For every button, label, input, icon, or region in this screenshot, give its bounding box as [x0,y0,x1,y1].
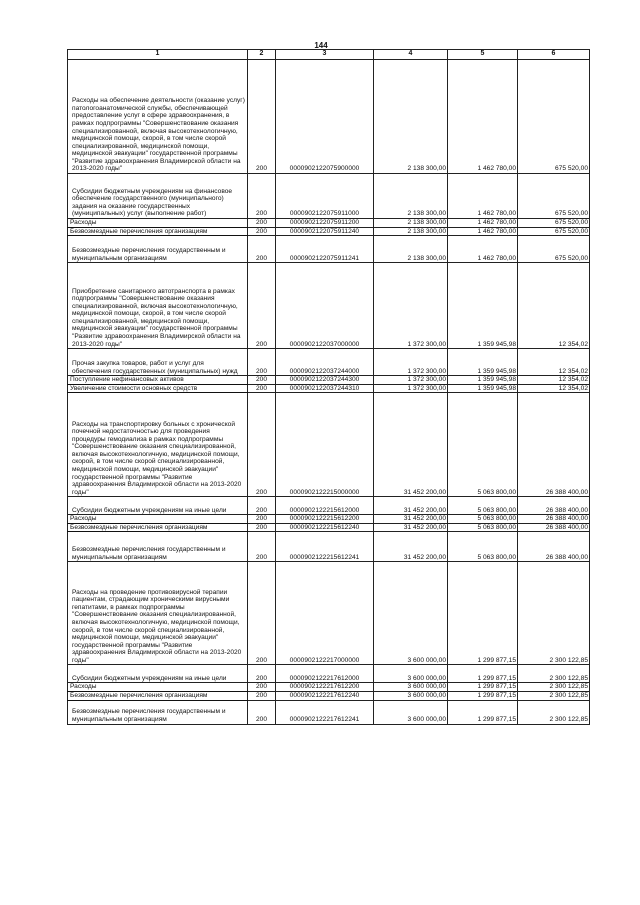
row-vid: 200 [248,227,276,236]
row-name: Безвозмездные перечисления организациям [68,227,248,236]
row-col4: 31 452 200,00 [374,393,448,497]
row-col6: 675 520,00 [518,174,590,219]
row-code: 0000902122215000000 [276,393,374,497]
row-col6: 2 300 122,85 [518,700,590,724]
table-row [68,349,590,376]
row-col5: 5 063 800,00 [448,523,518,532]
row-vid: 200 [248,384,276,393]
row-vid: 200 [248,174,276,219]
row-col6: 26 388 400,00 [518,497,590,515]
row-code: 0000902122215612241 [276,532,374,562]
row-name: Безвозмездные перечисления государственным и муниципальным организациям [68,532,248,562]
row-col6: 12 354,02 [518,376,590,385]
row-col5: 5 063 800,00 [448,497,518,515]
row-col4: 3 600 000,00 [374,665,448,683]
row-col5: 1 359 945,98 [448,263,518,349]
row-vid: 200 [248,236,276,263]
row-col4: 1 372 300,00 [374,376,448,385]
row-name: Безвозмездные перечисления организациям [68,692,248,701]
row-col6: 26 388 400,00 [518,532,590,562]
row-code: 0000902122217612000 [276,665,374,683]
row-vid: 200 [248,562,276,665]
table-row [68,497,590,515]
row-vid: 200 [248,60,276,174]
row-code: 0000902122217612241 [276,700,374,724]
row-col4: 3 600 000,00 [374,683,448,692]
row-vid: 200 [248,692,276,701]
row-col6: 675 520,00 [518,219,590,228]
row-col5: 1 359 945,98 [448,349,518,376]
row-code: 0000902122037244000 [276,349,374,376]
row-col6: 675 520,00 [518,60,590,174]
row-col5: 5 063 800,00 [448,393,518,497]
row-code: 0000902122215612000 [276,497,374,515]
row-vid: 200 [248,523,276,532]
table-row [68,236,590,263]
row-name: Увеличение стоимости основных средств [68,384,248,393]
row-vid: 200 [248,349,276,376]
row-col6: 26 388 400,00 [518,393,590,497]
row-name: Прочая закупка товаров, работ и услуг для обеспечения государственных (муниципальных) нужд [68,349,248,376]
row-col4: 1 372 300,00 [374,349,448,376]
table-row [68,376,590,385]
table-row [68,523,590,532]
row-code: 0000902122037244300 [276,376,374,385]
row-name: Поступление нефинансовых активов [68,376,248,385]
row-col5: 1 299 877,15 [448,700,518,724]
table-row [68,665,590,683]
row-vid: 200 [248,219,276,228]
row-col5: 1 359 945,98 [448,376,518,385]
row-code: 0000902122075911240 [276,227,374,236]
row-col6: 675 520,00 [518,236,590,263]
row-name: Безвозмездные перечисления государственным и муниципальным организациям [68,700,248,724]
row-col5: 1 299 877,15 [448,692,518,701]
row-col4: 3 600 000,00 [374,700,448,724]
row-col6: 675 520,00 [518,227,590,236]
row-col5: 1 462 780,00 [448,219,518,228]
header-col-3: 3 [276,50,374,60]
row-code: 0000902122217000000 [276,562,374,665]
row-col5: 1 299 877,15 [448,562,518,665]
row-code: 0000902122037244310 [276,384,374,393]
row-vid: 200 [248,263,276,349]
row-name: Безвозмездные перечисления организациям [68,523,248,532]
row-col6: 2 300 122,85 [518,562,590,665]
row-vid: 200 [248,665,276,683]
table-row [68,393,590,497]
row-vid: 200 [248,515,276,524]
row-col4: 3 600 000,00 [374,562,448,665]
row-col5: 1 299 877,15 [448,665,518,683]
row-col4: 31 452 200,00 [374,523,448,532]
table-row [68,227,590,236]
table-row [68,562,590,665]
row-col6: 12 354,02 [518,349,590,376]
row-col4: 1 372 300,00 [374,263,448,349]
row-col4: 31 452 200,00 [374,515,448,524]
header-col-6: 6 [518,50,590,60]
row-col4: 1 372 300,00 [374,384,448,393]
row-code: 0000902122037000000 [276,263,374,349]
table-row [68,384,590,393]
row-col4: 2 138 300,00 [374,60,448,174]
row-col4: 2 138 300,00 [374,219,448,228]
row-col4: 31 452 200,00 [374,497,448,515]
header-row [68,50,590,60]
row-vid: 200 [248,497,276,515]
table-row [68,263,590,349]
row-col6: 2 300 122,85 [518,665,590,683]
row-col4: 3 600 000,00 [374,692,448,701]
row-col6: 2 300 122,85 [518,683,590,692]
row-name: Расходы [68,515,248,524]
row-name: Расходы на обеспечение деятельности (оказание услуг) патологоанатомической службы, обеспечивающей предоставление услуг в сфере здравоохранения, в рамках подпрограммы "Совершенствование оказания специализированной, включая высокотехнологичную, медицинской помощи, скорой, в том числе скорой специализированной, медицинской помощи, медицинской эвакуации" государственной программы "Развитие здравоохранения Владимирской области на 2013-2020 годы" [68,60,248,174]
table-row [68,683,590,692]
row-col5: 1 462 780,00 [448,174,518,219]
row-col6: 26 388 400,00 [518,523,590,532]
row-col6: 12 354,02 [518,263,590,349]
row-col5: 1 462 780,00 [448,227,518,236]
table-row [68,532,590,562]
row-vid: 200 [248,393,276,497]
header-col-1: 1 [68,50,248,60]
table-row [68,692,590,701]
header-col-5: 5 [448,50,518,60]
table-row [68,700,590,724]
row-code: 0000902122075911200 [276,219,374,228]
row-name: Субсидии бюджетным учреждениям на иные цели [68,497,248,515]
header-col-4: 4 [374,50,448,60]
budget-table [67,49,590,725]
header-col-2: 2 [248,50,276,60]
table-row [68,219,590,228]
row-name: Субсидии бюджетным учреждениям на финансовое обеспечение государственного (муниципального) задания на оказание государственных (муниципальных) услуг (выполнение работ) [68,174,248,219]
table-row [68,174,590,219]
row-col5: 1 462 780,00 [448,236,518,263]
page-number: 144 [314,41,328,50]
row-code: 0000902122217612200 [276,683,374,692]
row-col4: 31 452 200,00 [374,532,448,562]
table-row [68,515,590,524]
row-code: 0000902122215612240 [276,523,374,532]
row-col6: 2 300 122,85 [518,692,590,701]
row-name: Безвозмездные перечисления государственным и муниципальным организациям [68,236,248,263]
table-row [68,60,590,174]
row-name: Расходы [68,219,248,228]
row-col5: 1 462 780,00 [448,60,518,174]
row-name: Расходы [68,683,248,692]
row-col5: 1 299 877,15 [448,683,518,692]
row-vid: 200 [248,700,276,724]
row-code: 0000902122217612240 [276,692,374,701]
row-col5: 1 359 945,98 [448,384,518,393]
row-vid: 200 [248,376,276,385]
row-col6: 26 388 400,00 [518,515,590,524]
row-code: 0000902122215612200 [276,515,374,524]
row-col5: 5 063 800,00 [448,532,518,562]
row-name: Субсидии бюджетным учреждениям на иные цели [68,665,248,683]
row-col5: 5 063 800,00 [448,515,518,524]
row-code: 0000902122075900000 [276,60,374,174]
row-col4: 2 138 300,00 [374,174,448,219]
row-name: Расходы на проведение противовирусной терапии пациентам, страдающим хроническими вирусными гепатитами, в рамках подпрограммы "Совершенствование оказания специализированной, включая высокотехнологичную, медицинской помощи, скорой, в том числе скорой специализированной, медицинской помощи, медицинской эвакуации" государственной программы "Развитие здравоохранения Владимирской области на 2013-2020 годы" [68,562,248,665]
row-col4: 2 138 300,00 [374,227,448,236]
row-col4: 2 138 300,00 [374,236,448,263]
row-col6: 12 354,02 [518,384,590,393]
row-code: 0000902122075911241 [276,236,374,263]
row-code: 0000902122075911000 [276,174,374,219]
row-vid: 200 [248,683,276,692]
row-name: Расходы на транспортировку больных с хронической почечной недостаточностью для проведения процедуры гемодиализа в рамках подпрограммы "Совершенствование оказания специализированной, включая высокотехнологичную, медицинской помощи, скорой, в том числе скорой специализированной, медицинской помощи, медицинской эвакуации" государственной программы "Развитие здравоохранения Владимирской области на 2013-2020 годы" [68,393,248,497]
row-name: Приобретение санитарного автотранспорта в рамках подпрограммы "Совершенствование оказания специализированной, включая высокотехнологичную, медицинской помощи, скорой, в том числе скорой специализированной, медицинской помощи, медицинской эвакуации" государственной программы "Развитие здравоохранения Владимирской области на 2013-2020 годы" [68,263,248,349]
row-vid: 200 [248,532,276,562]
